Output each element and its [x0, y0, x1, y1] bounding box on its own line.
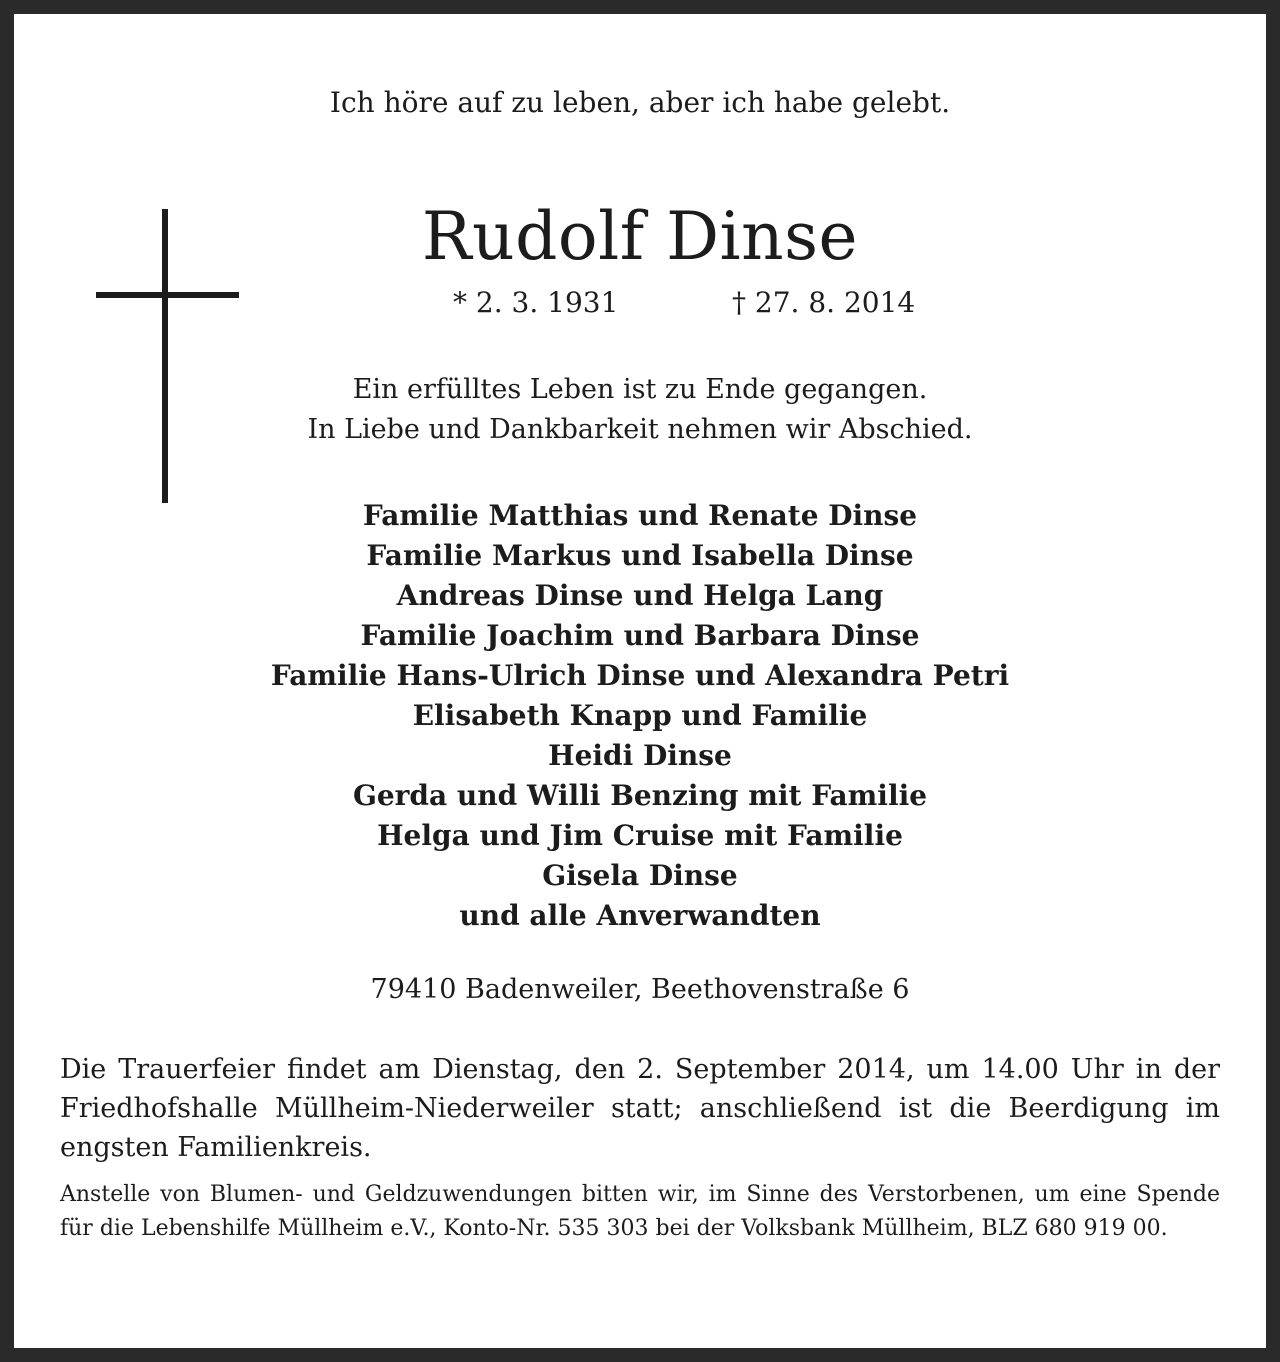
- mourner-entry: Andreas Dinse und Helga Lang: [396, 579, 884, 612]
- death-date: † 27. 8. 2014: [732, 286, 916, 319]
- mourner-entry: Gisela Dinse: [542, 859, 738, 892]
- mourner-entry: und alle Anverwandten: [459, 899, 821, 932]
- farewell-line: Ein erfülltes Leben ist zu Ende gegangen.: [352, 374, 928, 405]
- mourner-entry: Familie Matthias und Renate Dinse: [362, 499, 918, 532]
- birth-date: * 2. 3. 1931: [453, 286, 619, 319]
- mourners-list: [14, 496, 1266, 936]
- mourner-entry: Gerda und Willi Benzing mit Familie: [352, 779, 928, 812]
- motto-quote: Ich höre auf zu leben, aber ich habe gelebt.: [329, 86, 951, 119]
- family-address: 79410 Badenweiler, Beethovenstraße 6: [370, 974, 910, 1005]
- cross-icon-bar: [96, 292, 239, 298]
- mourner-entry: Helga und Jim Cruise mit Familie: [377, 819, 903, 852]
- mourner-entry: Familie Hans-Ulrich Dinse und Alexandra Petri: [270, 659, 1010, 692]
- farewell-text: [14, 370, 1266, 450]
- farewell-line: In Liebe und Dankbarkeit nehmen wir Abschied.: [307, 414, 973, 445]
- deceased-name: Rudolf Dinse: [421, 198, 859, 275]
- obituary-notice: [14, 14, 1266, 1348]
- mourner-entry: Familie Joachim und Barbara Dinse: [360, 619, 920, 652]
- mourner-entry: Familie Markus und Isabella Dinse: [366, 539, 914, 572]
- mourner-entry: Elisabeth Knapp und Familie: [412, 699, 868, 732]
- mourner-entry: Heidi Dinse: [548, 739, 732, 772]
- funeral-ceremony-info: Die Trauerfeier findet am Dienstag, den 2. September 2014, um 14.00 Uhr in der Friedhofshalle Müllheim-Niederweiler statt; anschließend ist die Beerdigung im engsten Familienkreis.: [60, 1054, 1220, 1163]
- donation-request: Anstelle von Blumen- und Geldzuwendungen bitten wir, im Sinne des Verstorbenen, um eine Spende für die Lebenshilfe Müllheim e.V., Konto-Nr. 535 303 bei der Volksbank Müllheim, BLZ 680 919 00.: [60, 1182, 1220, 1241]
